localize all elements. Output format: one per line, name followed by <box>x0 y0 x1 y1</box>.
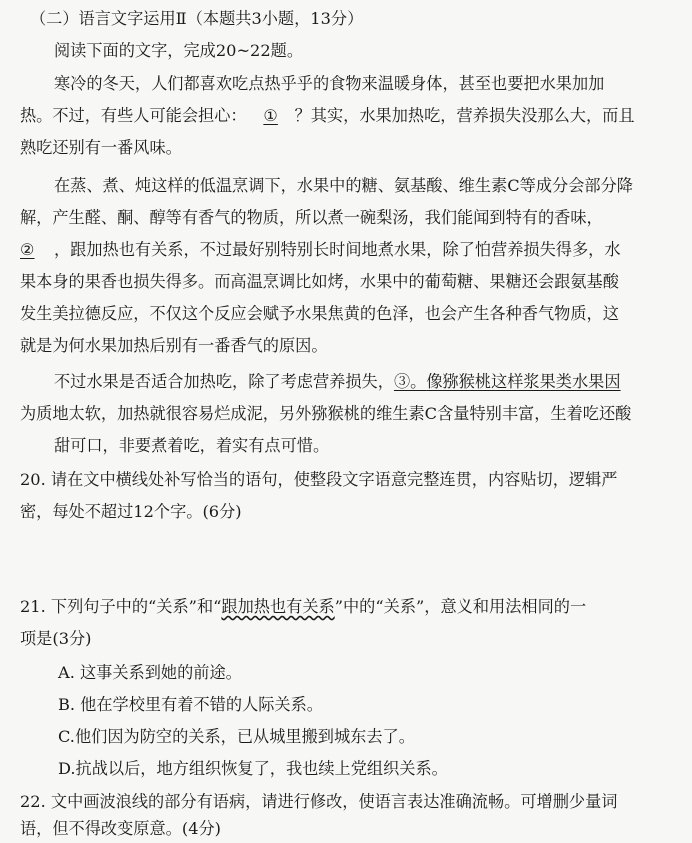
text-span: ”中的“关系”，意义和用法相同的一 <box>334 597 587 616</box>
passage-p2-line5: 发生美拉德反应，不仅这个反应会赋予水果焦黄的色泽，也会产生各种香气物质，这 <box>20 304 619 323</box>
question-20-line1: 20. 请在文中横线处补写恰当的语句，使整段文字语意完整连贯，内容贴切，逻辑严 <box>20 470 618 489</box>
passage-p1-line3: 熟吃还别有一番风味。 <box>20 138 182 157</box>
blank-1: ① <box>263 106 278 125</box>
option-c: C.他们因为防空的关系，已从城里搬到城东去了。 <box>58 727 415 746</box>
passage-p2-line2: 解，产生醛、酮、醇等有香气的物质，所以煮一碗梨汤，我们能闻到特有的香味， <box>20 208 603 227</box>
passage-p2-line4: 果本身的果香也损失得多。而高温烹调比如烤，水果中的葡萄糖、果糖还会跟氨基酸 <box>20 272 619 291</box>
passage-p1-line2 <box>20 105 635 127</box>
passage-p3-line2: 为质地太软，加热就很容易烂成泥，另外猕猴桃的维生素C含量特别丰富，生着吃还酸 <box>20 404 632 423</box>
text-span: 像猕猴桃这样浆果类水果因 <box>426 372 621 391</box>
passage-p2-line3 <box>20 239 621 261</box>
question-22-line1: 22. 文中画波浪线的部分有语病，请进行修改，使语言表达准确流畅。可增删少量词 <box>20 792 618 811</box>
passage-p3-line3: 甜可口，非要煮着吃，着实有点可惜。 <box>54 436 330 455</box>
text-span: ？其实，水果加热吃，营养损失没那么大，而且 <box>294 106 635 125</box>
question-20-line2: 密，每处不超过12个字。(6分) <box>20 502 242 521</box>
section-header: （二）语言文字运用Ⅱ（本题共3小题，13分） <box>30 9 364 28</box>
question-22-line2: 语，但不得改变原意。(4分) <box>20 819 221 838</box>
text-span: 21. 下列句子中的“关系”和“ <box>20 597 222 616</box>
question-21-line1 <box>20 596 586 618</box>
text-span: ，跟加热也有关系，不过最好别特别长时间地煮水果，除了怕营养损失得多，水 <box>54 240 621 259</box>
text-span: 热。不过，有些人可能会担心： <box>20 106 247 125</box>
option-a: A. 这事关系到她的前途。 <box>58 663 242 682</box>
option-d: D.抗战以后，地方组织恢复了，我也续上党组织关系。 <box>58 759 448 778</box>
passage-p2-line1: 在蒸、煮、炖这样的低温烹调下，水果中的糖、氨基酸、维生素C等成分会部分降 <box>54 176 633 195</box>
blank-3: ③。 <box>393 372 427 391</box>
blank-2: ② <box>20 240 35 259</box>
reading-instruction: 阅读下面的文字，完成20~22题。 <box>54 41 304 60</box>
passage-p1-line1: 寒冷的冬天，人们都喜欢吃点热乎乎的食物来温暖身体，甚至也要把水果加加 <box>54 74 605 93</box>
wavy-underlined-phrase: 跟加热也有关系 <box>221 597 335 616</box>
option-b: B. 他在学校里有着不错的人际关系。 <box>58 695 323 714</box>
passage-p2-line6: 就是为何水果加热后别有一番香气的原因。 <box>20 336 328 355</box>
passage-p3-line1 <box>54 371 621 393</box>
text-span: 不过水果是否适合加热吃，除了考虑营养损失， <box>54 372 394 391</box>
question-21-line2: 项是(3分) <box>20 629 92 648</box>
